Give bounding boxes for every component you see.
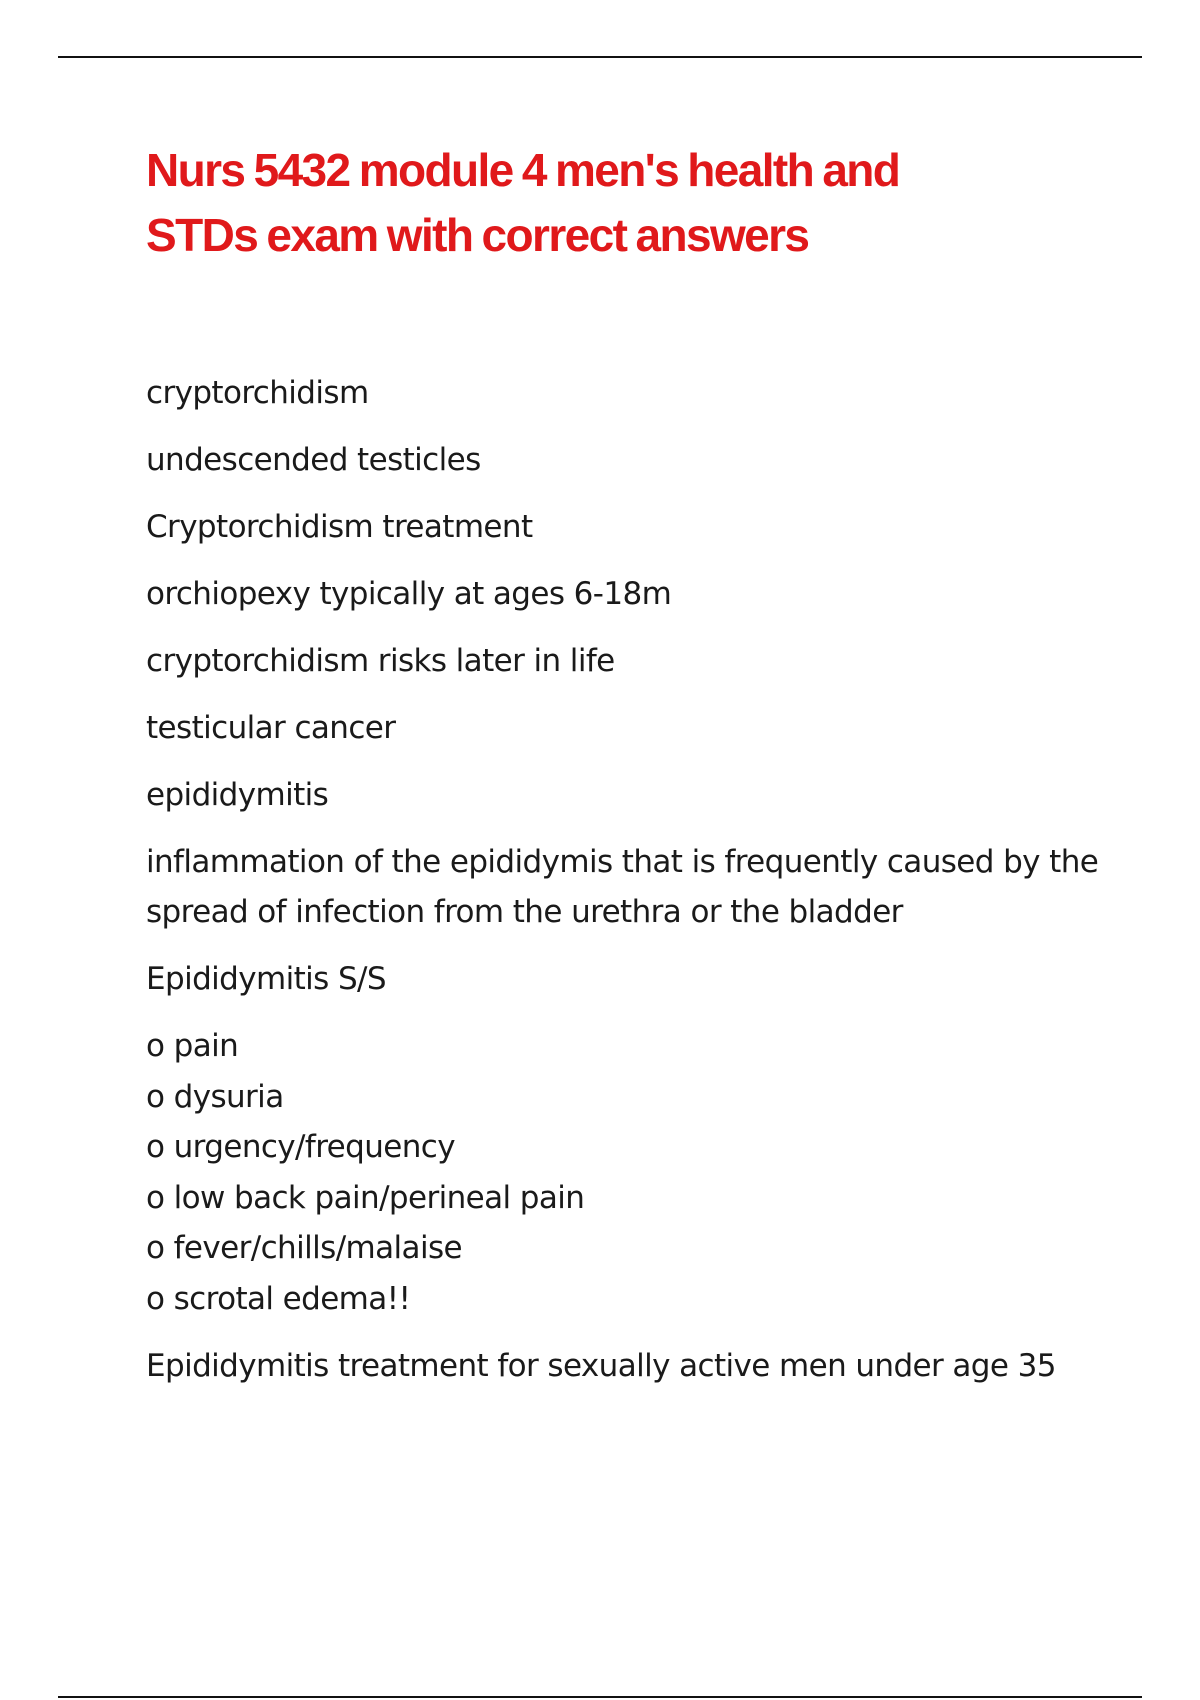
- definition-epididymitis: inflammation of the epididymis that is frequently caused by the spread of infection from the urethra or the bladder: [146, 844, 1099, 930]
- term-cryptorchidism: cryptorchidism: [146, 375, 369, 411]
- term-epididymitis-signs-symptoms: Epididymitis S/S: [146, 961, 386, 997]
- top-rule: [58, 56, 1142, 58]
- list-item: o pain: [146, 1028, 239, 1064]
- term-epididymitis-treatment: Epididymitis treatment for sexually active men under age 35: [146, 1348, 1056, 1384]
- epididymitis-symptom-list: [146, 1021, 1106, 1324]
- bottom-rule: [58, 1696, 1142, 1698]
- term-cryptorchidism-risks: cryptorchidism risks later in life: [146, 643, 615, 679]
- definition-cryptorchidism-risks: testicular cancer: [146, 710, 396, 746]
- definition-cryptorchidism: undescended testicles: [146, 442, 481, 478]
- term-epididymitis: epididymitis: [146, 777, 329, 813]
- list-item: o low back pain/perineal pain: [146, 1179, 585, 1216]
- list-item: o fever/chills/malaise: [146, 1230, 462, 1266]
- document-title: [146, 138, 1046, 268]
- flashcard-list: [146, 368, 1106, 1408]
- title-line-2: STDs exam with correct answers: [146, 209, 809, 261]
- list-item: o dysuria: [146, 1078, 284, 1115]
- definition-cryptorchidism-treatment: orchiopexy typically at ages 6-18m: [146, 576, 672, 612]
- list-item: o urgency/frequency: [146, 1129, 455, 1165]
- term-cryptorchidism-treatment: Cryptorchidism treatment: [146, 509, 533, 545]
- title-line-1: Nurs 5432 module 4 men's health and: [146, 144, 900, 196]
- list-item: o scrotal edema!!: [146, 1280, 411, 1317]
